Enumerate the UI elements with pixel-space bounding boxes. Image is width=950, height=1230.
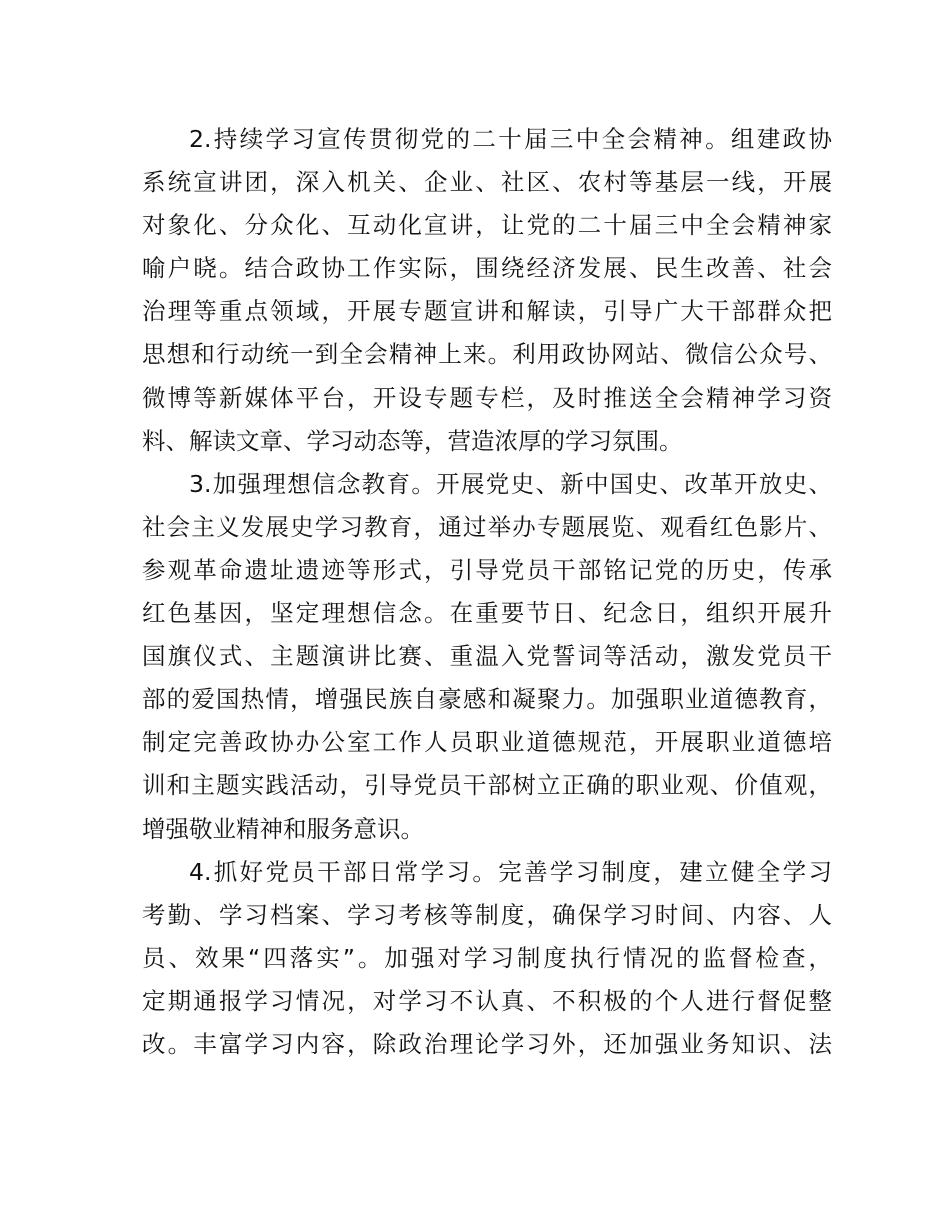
text-line: 料、解读文章、学习动态等，营造浓厚的学习氛围。	[142, 426, 683, 455]
text-line: 系统宣讲团，深入机关、企业、社区、农村等基层一线，开展	[142, 168, 832, 197]
text-line: 训和主题实践活动，引导党员干部树立正确的职业观、价值观，	[142, 771, 832, 800]
text-line: 制定完善政协办公室工作人员职业道德规范，开展职业道德培	[142, 728, 832, 757]
text-line: 部的爱国热情，增强民族自豪感和凝聚力。加强职业道德教育，	[142, 685, 832, 714]
text-line: 治理等重点领域，开展专题宣讲和解读，引导广大干部群众把	[142, 297, 832, 326]
document-body	[142, 118, 832, 1066]
paragraph-4	[142, 851, 832, 1066]
text-line: 3.加强理想信念教育。开展党史、新中国史、改革开放史、	[189, 469, 832, 498]
text-line: 增强敬业精神和服务意识。	[142, 814, 424, 843]
text-line: 喻户晓。结合政协工作实际，围绕经济发展、民生改善、社会	[142, 254, 832, 283]
text-line: 考勤、学习档案、学习考核等制度，确保学习时间、内容、人	[142, 900, 832, 929]
text-line: 社会主义发展史学习教育，通过举办专题展览、观看红色影片、	[142, 512, 832, 541]
text-line: 对象化、分众化、互动化宣讲，让党的二十届三中全会精神家	[142, 211, 832, 240]
text-line: 员、效果“四落实”。加强对学习制度执行情况的监督检查，	[142, 943, 832, 972]
text-line: 2.持续学习宣传贯彻党的二十届三中全会精神。组建政协	[189, 125, 832, 153]
text-line: 红色基因，坚定理想信念。在重要节日、纪念日，组织开展升	[142, 599, 832, 628]
text-line: 参观革命遗址遗迹等形式，引导党员干部铭记党的历史，传承	[142, 555, 832, 584]
text-line: 微博等新媒体平台，开设专题专栏，及时推送全会精神学习资	[142, 383, 832, 412]
text-line: 思想和行动统一到全会精神上来。利用政协网站、微信公众号、	[142, 340, 832, 369]
text-line: 定期通报学习情况，对学习不认真、不积极的个人进行督促整	[142, 986, 832, 1015]
paragraph-3	[142, 463, 832, 851]
text-line: 国旗仪式、主题演讲比赛、重温入党誓词等活动，激发党员干	[142, 642, 832, 671]
text-line: 4.抓好党员干部日常学习。完善学习制度，建立健全学习	[189, 857, 832, 886]
text-line: 改。丰富学习内容，除政治理论学习外，还加强业务知识、法	[142, 1029, 832, 1058]
paragraph-2	[142, 118, 832, 463]
